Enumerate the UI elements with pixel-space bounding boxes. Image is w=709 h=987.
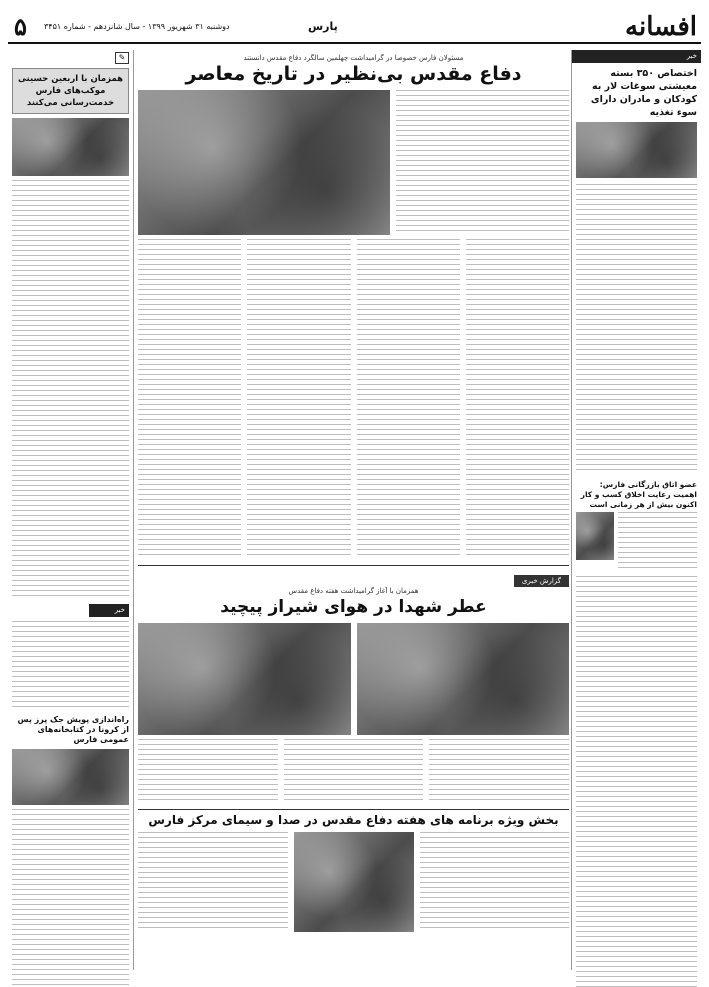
report-tag: گزارش خبری	[514, 575, 569, 587]
dateline: دوشنبه ۳۱ شهریور ۱۳۹۹ - سال شانزدهم - شماره ۳۴۵۱	[44, 22, 230, 31]
right-body-text	[576, 184, 697, 474]
main-photo	[138, 90, 390, 235]
main-body-col-4	[138, 239, 241, 559]
funeral-photo-right	[357, 623, 570, 735]
second-body-3	[138, 739, 278, 803]
main-body-text-right	[396, 90, 569, 235]
funeral-photo-left	[138, 623, 351, 735]
left-mid-text	[12, 621, 129, 711]
column-icon: ✎	[115, 52, 129, 64]
main-body-col-1	[466, 239, 569, 559]
left-column	[8, 50, 134, 970]
left-small-tag: خبر	[89, 604, 129, 617]
second-kicker: همزمان با آغاز گرامیداشت هفته دفاع مقدس	[288, 587, 419, 595]
main-kicker: مسئولان فارس خصوصا در گرامیداشت چهلمین سالگرد دفاع مقدس دانستند	[243, 54, 464, 62]
left-bottom-text	[12, 809, 129, 987]
second-body-1	[429, 739, 569, 803]
third-body-2	[138, 832, 288, 932]
second-body-2	[284, 739, 424, 803]
left-bottom-headline: راه‌اندازی پویش جک پرز پس از کرونا در کتابخانه‌های عمومی فارس	[17, 715, 129, 744]
campaign-poster	[12, 749, 129, 805]
center-area	[138, 50, 569, 970]
section-title: پارس	[308, 20, 338, 33]
newspaper-logo: افسانه	[625, 12, 697, 42]
right-column	[571, 50, 701, 970]
second-headline: عطر شهدا در هوای شیراز پیچید	[220, 597, 487, 617]
studio-photo	[294, 832, 414, 932]
speaker-photo	[12, 118, 129, 176]
left-box-headline: همزمان با اربعین حسینی موکب‌های فارس خدمت‌رسانی می‌کنند	[12, 68, 129, 114]
right-headline: اختصاص ۳۵۰ بسته معیشتی سوغات لار به کودکان و مادران دارای سوء تغذیه	[590, 68, 697, 118]
portrait-photo	[576, 512, 614, 560]
main-body-col-2	[357, 239, 460, 559]
third-body-1	[420, 832, 570, 932]
news-tag: خبر	[572, 50, 701, 63]
third-headline: بخش ویژه برنامه های هفته دفاع مقدس در صدا و سیمای مرکز فارس	[148, 813, 559, 827]
right-second-headline: عضو اتاق بازرگانی فارس: اهمیت رعایت اخلاق کسب و کار اکنون بیش از هر زمانی است	[580, 480, 697, 509]
left-body-text	[12, 180, 129, 600]
page-number: ۵	[14, 12, 27, 41]
main-headline: دفاع مقدس بی‌نظیر در تاریخ معاصر	[185, 63, 522, 85]
right-second-text	[618, 512, 697, 572]
masthead	[8, 10, 701, 44]
main-body-col-3	[247, 239, 350, 559]
right-second-body	[576, 576, 697, 987]
right-photo	[576, 122, 697, 178]
